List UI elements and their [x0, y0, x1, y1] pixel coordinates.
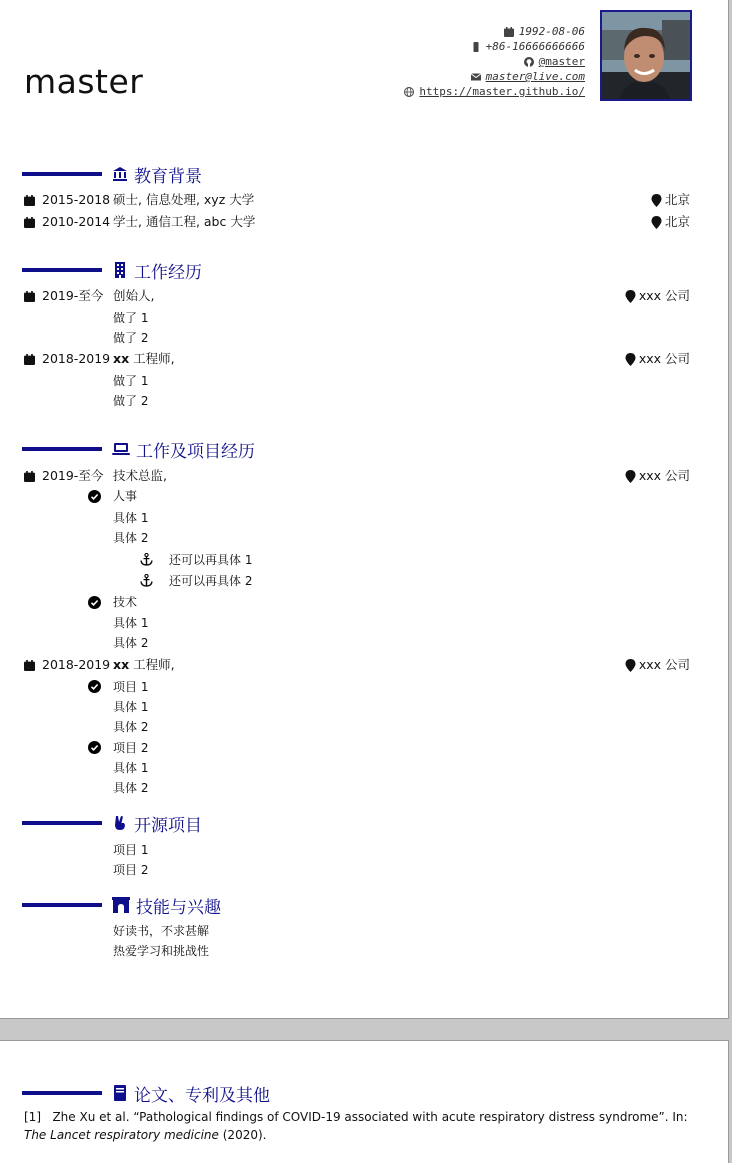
date-text: 2015-2018 — [42, 192, 111, 207]
email-row[interactable] — [404, 69, 585, 84]
section-heading-text: 工作及项目经历 — [136, 441, 255, 462]
work-detail: 做了 2 — [113, 331, 149, 345]
proj-desc-1: 技术总监, — [113, 468, 167, 483]
proj-detail: 具体 2 — [113, 781, 149, 795]
calendar-icon — [24, 291, 35, 302]
opensource-item: 项目 2 — [113, 863, 149, 877]
proj-location-2 — [625, 657, 690, 673]
anchor-icon — [140, 574, 153, 587]
proj-location-1 — [625, 468, 690, 484]
birthday-text: 1992-08-06 — [518, 25, 585, 38]
date-text: 2018-2019 — [42, 657, 111, 672]
map-marker-icon — [625, 353, 636, 366]
proj-detail: 具体 2 — [113, 636, 149, 650]
role-bold-text: xx — [113, 351, 130, 366]
work-detail: 做了 1 — [113, 311, 149, 325]
work-location-2 — [625, 351, 690, 367]
peace-hand-icon — [112, 815, 128, 831]
proj-detail: 具体 1 — [113, 616, 149, 630]
location-text: 北京 — [664, 214, 690, 229]
date-text: 2019-至今 — [42, 288, 104, 303]
edu-date-1 — [24, 192, 110, 208]
proj-detail: 具体 1 — [113, 700, 149, 714]
section-heading-text: 论文、专利及其他 — [134, 1085, 270, 1106]
section-bar — [22, 903, 102, 907]
github-row[interactable] — [404, 54, 585, 69]
person-name: master — [24, 62, 144, 101]
phone-row — [404, 39, 585, 54]
proj-topic: 项目 1 — [113, 680, 149, 694]
proj-detail: 具体 1 — [113, 511, 149, 525]
section-papers-title — [22, 1082, 270, 1104]
section-opensource-title — [22, 812, 202, 834]
website-row[interactable] — [404, 84, 585, 99]
check-circle-icon — [88, 741, 101, 754]
section-education-title — [22, 163, 202, 185]
proj-anchor-item: 还可以再具体 1 — [169, 553, 253, 567]
section-heading-text: 开源项目 — [134, 815, 202, 836]
section-skills-title — [22, 894, 221, 916]
section-bar — [22, 447, 102, 451]
book-icon — [112, 1085, 128, 1101]
edu-location-2 — [651, 214, 690, 230]
edu-desc-2: 学士, 通信工程, abc 大学 — [113, 214, 256, 229]
location-text: xxx 公司 — [638, 351, 690, 366]
location-text: xxx 公司 — [638, 468, 690, 483]
calendar-icon — [24, 217, 35, 228]
proj-detail: 具体 2 — [113, 531, 149, 545]
section-bar — [22, 1091, 102, 1095]
envelope-icon — [471, 72, 481, 82]
anchor-icon — [140, 553, 153, 566]
work-date-2 — [24, 351, 110, 367]
proj-date-1 — [24, 468, 103, 484]
map-marker-icon — [625, 659, 636, 672]
skill-item: 热爱学习和挑战性 — [113, 944, 210, 958]
github-icon — [524, 57, 534, 67]
section-projects-title — [22, 438, 255, 460]
date-text: 2019-至今 — [42, 468, 104, 483]
map-marker-icon — [651, 216, 662, 229]
section-heading-text: 教育背景 — [134, 166, 202, 187]
map-marker-icon — [625, 470, 636, 483]
proj-desc-2 — [113, 657, 175, 673]
work-detail: 做了 2 — [113, 394, 149, 408]
globe-icon — [404, 87, 414, 97]
proj-detail: 具体 2 — [113, 720, 149, 734]
date-text: 2010-2014 — [42, 214, 111, 229]
birthday-row — [404, 24, 585, 39]
building-icon — [112, 262, 128, 278]
map-marker-icon — [625, 290, 636, 303]
proj-topic: 项目 2 — [113, 741, 149, 755]
calendar-icon — [24, 195, 35, 206]
role-bold-text: xx — [113, 657, 130, 672]
section-bar — [22, 172, 102, 176]
section-bar — [22, 268, 102, 272]
email-link[interactable]: master@live.com — [485, 70, 585, 83]
section-heading-text: 工作经历 — [134, 262, 202, 283]
archway-icon — [112, 897, 130, 913]
profile-photo — [600, 10, 692, 101]
university-icon — [112, 166, 128, 182]
proj-detail: 具体 1 — [113, 761, 149, 775]
calendar-icon — [504, 27, 514, 37]
github-link[interactable]: @master — [538, 55, 585, 68]
skill-item: 好读书，不求甚解 — [113, 924, 210, 938]
portrait-image — [602, 12, 690, 99]
check-circle-icon — [88, 596, 101, 609]
laptop-icon — [112, 441, 130, 457]
website-link[interactable]: https://master.github.io/ — [419, 85, 585, 98]
reference-year: (2020). — [218, 1128, 267, 1142]
mobile-phone-icon — [471, 42, 481, 52]
contact-block — [404, 24, 585, 99]
section-heading-text: 技能与兴趣 — [136, 897, 221, 918]
role-text: 工程师, — [133, 351, 175, 366]
phone-text: +86-16666666666 — [485, 40, 585, 53]
location-text: xxx 公司 — [638, 288, 690, 303]
proj-topic: 技术 — [113, 595, 138, 609]
edu-desc-1: 硕士, 信息处理, xyz 大学 — [113, 192, 255, 207]
calendar-icon — [24, 660, 35, 671]
proj-date-2 — [24, 657, 110, 673]
work-date-1 — [24, 288, 103, 304]
check-circle-icon — [88, 490, 101, 503]
check-circle-icon — [88, 680, 101, 693]
work-desc-2 — [113, 351, 175, 367]
location-text: xxx 公司 — [638, 657, 690, 672]
reference-entry — [24, 1108, 700, 1144]
section-bar — [22, 821, 102, 825]
work-location-1 — [625, 288, 690, 304]
reference-text: Zhe Xu et al. “Pathological findings of COVID-19 associated with acute respiratory distress syndrome”. In: — [52, 1110, 688, 1124]
calendar-icon — [24, 354, 35, 365]
location-text: 北京 — [664, 192, 690, 207]
reference-journal: The Lancet respiratory medicine — [24, 1128, 219, 1142]
work-detail: 做了 1 — [113, 374, 149, 388]
date-text: 2018-2019 — [42, 351, 111, 366]
edu-location-1 — [651, 192, 690, 208]
calendar-icon — [24, 471, 35, 482]
edu-date-2 — [24, 214, 110, 230]
section-work-title — [22, 259, 202, 281]
role-text: 工程师, — [133, 657, 175, 672]
proj-topic: 人事 — [113, 489, 138, 503]
proj-anchor-item: 还可以再具体 2 — [169, 574, 253, 588]
reference-number: [1] — [24, 1110, 41, 1124]
opensource-item: 项目 1 — [113, 843, 149, 857]
map-marker-icon — [651, 194, 662, 207]
work-desc-1: 创始人, — [113, 288, 155, 303]
